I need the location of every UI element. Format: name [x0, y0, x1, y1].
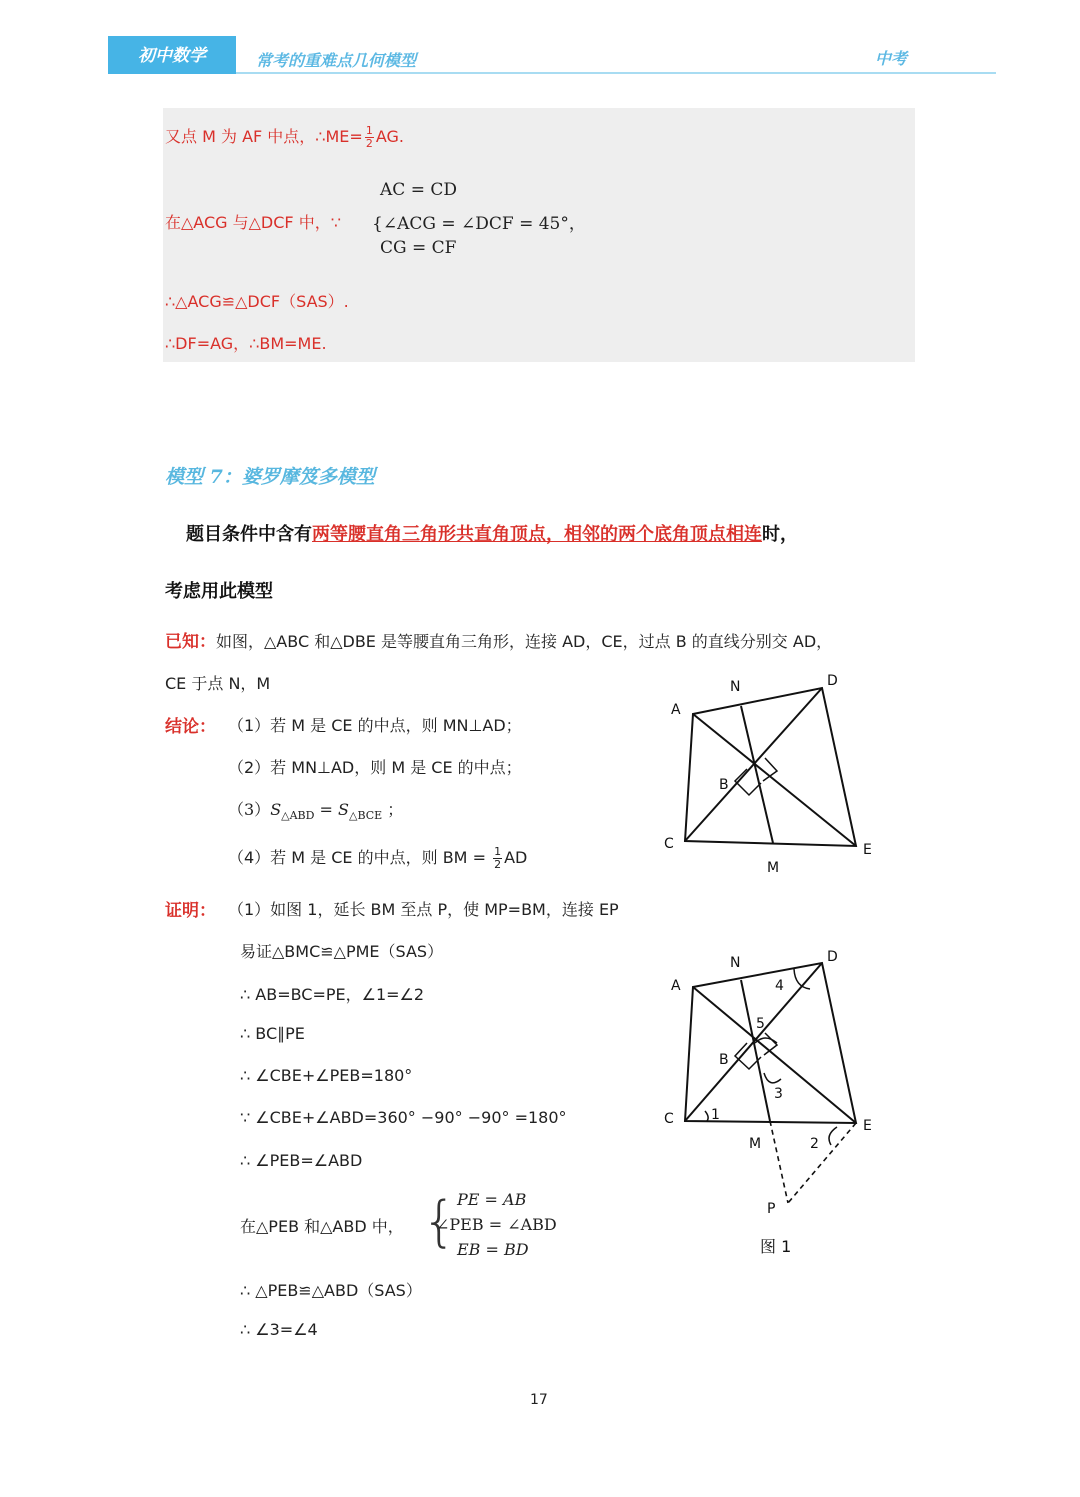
- header-divider: [236, 72, 996, 74]
- fig2-label-N: N: [730, 955, 741, 971]
- proof-4: ∴ BC∥PE: [240, 1024, 305, 1043]
- conclusion-2: （2）若 MN⊥AD，则 M 是 CE 的中点；: [228, 758, 522, 777]
- box-line-4: ∴DF=AG，∴BM=ME.: [165, 334, 327, 353]
- given-line-1: 已知：如图，△ABC 和△DBE 是等腰直角三角形，连接 AD，CE，过点 B 的直线分别交 AD，: [165, 632, 833, 652]
- figure-proof-angle-3-arc: [764, 1073, 781, 1083]
- fig2-caption: 图 1: [760, 1237, 792, 1255]
- fig1-label-B: B: [719, 777, 729, 793]
- conclusion-1: （1）若 M 是 CE 的中点，则 MN⊥AD；: [228, 716, 522, 735]
- proof-2: 易证△BMC≌△PME（SAS）: [240, 942, 444, 961]
- figure-proof-angle-2-arc: [829, 1127, 837, 1145]
- box-line-2: 在△ACG 与△DCF 中，∵: [165, 213, 341, 232]
- model-intro: 题目条件中含有两等腰直角三角形共直角顶点，相邻的两个底角顶点相连时，: [186, 524, 798, 545]
- fig2-angle-5: 5: [756, 1016, 765, 1032]
- fig1-label-E: E: [863, 842, 872, 858]
- figure-proof-quadrilateral: [685, 963, 856, 1123]
- fig2-label-E: E: [863, 1118, 872, 1134]
- header-title: 常考的重难点几何模型: [256, 51, 417, 70]
- fig1-label-A: A: [671, 702, 681, 718]
- fig2-angle-4: 4: [775, 978, 784, 994]
- fig1-label-N: N: [730, 679, 741, 695]
- proof-6: ∵ ∠CBE+∠ABD=360° −90° −90° =180°: [240, 1108, 567, 1127]
- box-system-3: CG = CF: [380, 238, 457, 258]
- given-line-2: CE 于点 N，M: [165, 674, 271, 693]
- proof-8-brace: {: [422, 1190, 457, 1253]
- figure-proof-line-ep: [788, 1123, 856, 1203]
- figure-top: [655, 668, 890, 883]
- fig2-angle-2: 2: [810, 1136, 819, 1152]
- fig2-angle-1: 1: [711, 1107, 720, 1123]
- box-system-1: AC = CD: [380, 180, 457, 200]
- fig2-label-A: A: [671, 978, 681, 994]
- fig2-label-D: D: [827, 949, 838, 965]
- header-tab: 初中数学: [108, 36, 236, 74]
- figure-proof-angle-1-arc: [705, 1111, 708, 1121]
- fig1-label-C: C: [664, 836, 674, 852]
- model-intro-cont: 考虑用此模型: [165, 581, 273, 602]
- fig2-label-P: P: [767, 1201, 776, 1217]
- proof-8-system-2: ∠PEB = ∠ABD: [436, 1215, 557, 1234]
- proof-1: （1）如图 1，延长 BM 至点 P，使 MP=BM，连接 EP: [228, 900, 619, 919]
- header-right-label: 中考: [875, 49, 908, 68]
- box-line-1: 又点 M 为 AF 中点，∴ME= $\frac{1}{2}$ AG.: [165, 124, 404, 150]
- fig1-label-M: M: [767, 860, 780, 876]
- fig2-label-M: M: [749, 1136, 762, 1152]
- model-title: 模型 7：婆罗摩笈多模型: [165, 466, 375, 488]
- page-number: 17: [530, 1392, 548, 1408]
- conclusion-label: 结论：: [165, 717, 216, 737]
- proof-10: ∴ ∠3=∠4: [240, 1320, 318, 1339]
- figure-top-quadrilateral: [685, 688, 856, 846]
- box-line-3: ∴△ACG≌△DCF（SAS）.: [165, 292, 349, 311]
- proof-8-system-1: PE = AB: [457, 1190, 527, 1209]
- proof-8-system-3: EB = BD: [457, 1240, 529, 1259]
- fig2-angle-3: 3: [774, 1086, 783, 1102]
- conclusion-3: $(3)S_{\triangle ABD} = S_{\triangle BCE}$ ；: [228, 800, 404, 823]
- figure-proof: [655, 945, 890, 1255]
- proof-8: 在△PEB 和△ABD 中，: [240, 1217, 404, 1236]
- proof-3: ∴ AB=BC=PE，∠1=∠2: [240, 985, 425, 1004]
- proof-label: 证明：: [165, 901, 216, 921]
- proof-5: ∴ ∠CBE+∠PEB=180°: [240, 1066, 413, 1085]
- fig2-label-C: C: [664, 1111, 674, 1127]
- fig2-label-B: B: [719, 1052, 729, 1068]
- fig1-label-D: D: [827, 673, 838, 689]
- proof-9: ∴ △PEB≌△ABD（SAS）: [240, 1281, 422, 1300]
- proof-7: ∴ ∠PEB=∠ABD: [240, 1151, 363, 1170]
- box-system-2: {∠ACG = ∠DCF = 45°，: [372, 214, 586, 234]
- figure-proof-line-mp: [770, 1121, 788, 1203]
- conclusion-4: （4）若 M 是 CE 的中点，则 BM = $\frac{1}{2}$ AD: [228, 845, 528, 871]
